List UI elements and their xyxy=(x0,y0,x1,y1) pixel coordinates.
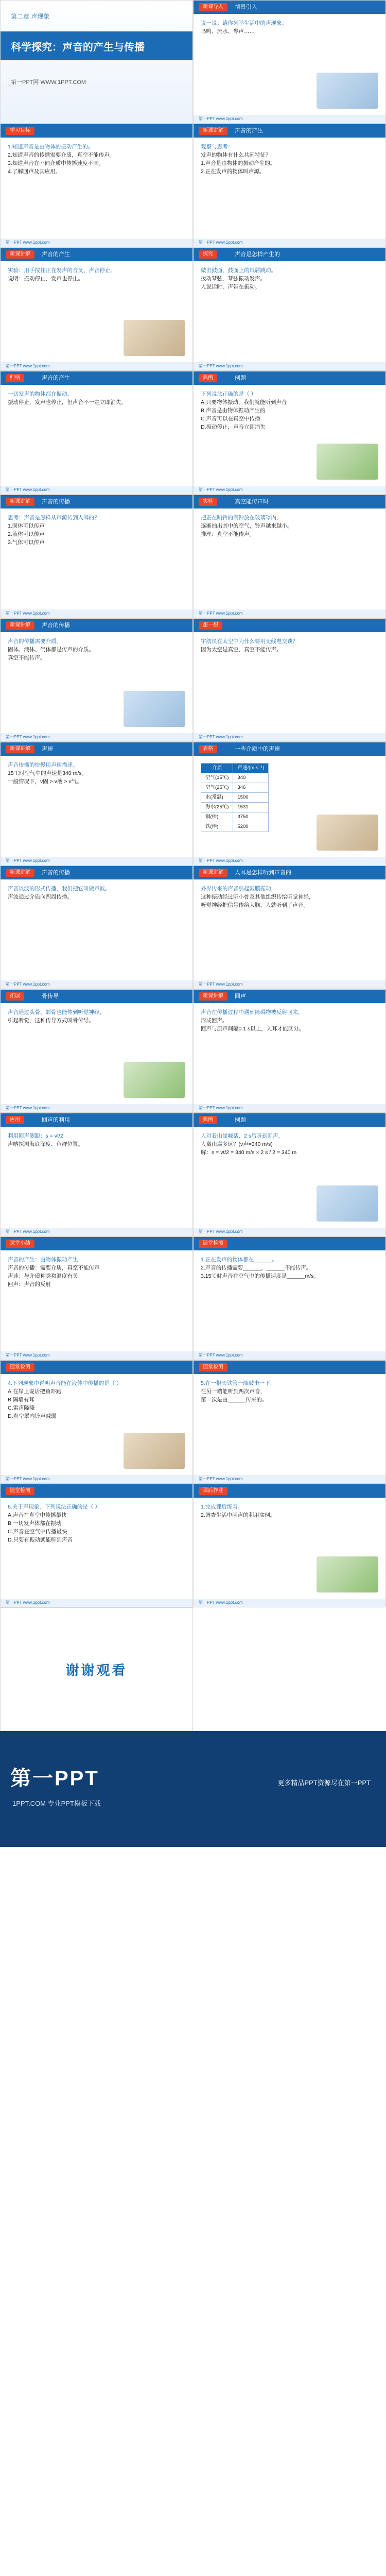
slide-title: 回声 xyxy=(235,993,246,999)
content-slide xyxy=(193,0,386,124)
slide-footer: 第一PPT www.1ppt.com xyxy=(194,733,385,741)
slide-line: 人说话时，声带在振动。 xyxy=(201,284,260,290)
cover-title: 科学探究：声音的产生与传播 xyxy=(11,42,145,53)
slide-title: 回声的利用 xyxy=(42,1117,70,1123)
section-tag: 新课讲解 xyxy=(6,869,34,877)
slide-header xyxy=(194,371,385,385)
slide-line: 2.液体可以传声 xyxy=(8,531,45,537)
section-tag: 表格 xyxy=(199,745,217,753)
slide-line: 逐渐抽出其中的空气，铃声越来越小。 xyxy=(201,523,293,529)
slide-header xyxy=(194,495,385,509)
slide-title: 声音的传播 xyxy=(42,870,70,876)
slide-title: 声音的传播 xyxy=(42,622,70,629)
table-cell: 海水(25℃) xyxy=(201,803,233,812)
slide-line: 1.知道声音是由物体的振动产生的。 xyxy=(8,144,94,150)
section-tag: 新课讲解 xyxy=(6,250,34,259)
slide-body xyxy=(201,514,378,606)
slide-line: 敲击鼓面，鼓面上的纸屑跳动。 xyxy=(201,267,276,274)
slide-header xyxy=(194,742,385,756)
slide-line: 回声：声音的反射 xyxy=(8,1281,51,1287)
content-slide xyxy=(193,989,386,1113)
illustration xyxy=(124,320,185,356)
slide-title: 骨传导 xyxy=(42,993,59,999)
slide-body xyxy=(8,143,185,235)
slide-line: 1.声音是由物体的振动产生的。 xyxy=(201,160,276,166)
table-cell: 3750 xyxy=(233,812,269,822)
content-slide xyxy=(193,371,386,495)
slide-footer: 第一PPT www.1ppt.com xyxy=(1,1599,192,1607)
section-tag: 随堂检测 xyxy=(6,1487,34,1495)
slide-line: B.一切发声体都在振动 xyxy=(8,1520,62,1527)
slide-line: 3.气体可以传声 xyxy=(8,539,45,546)
slide-line: 听觉神经把信号传给大脑，人就听到了声音。 xyxy=(201,902,309,908)
slide-header xyxy=(194,619,385,632)
section-tag: 随堂检测 xyxy=(199,1240,227,1248)
section-tag: 探究 xyxy=(199,250,217,259)
slide-header xyxy=(1,619,192,632)
section-tag: 新课导入 xyxy=(199,3,227,11)
slide-line: 声音的传播：需要介质，真空不能传声 xyxy=(8,1265,100,1271)
table-cell: 空气(25℃) xyxy=(201,783,233,793)
slide-line: C.雷声隆隆 xyxy=(8,1405,35,1411)
slide-line: 声音传播的快慢用声速描述。 xyxy=(8,762,78,768)
content-slide xyxy=(193,495,386,618)
slide-header xyxy=(1,248,192,261)
slide-footer: 第一PPT www.1ppt.com xyxy=(1,1228,192,1236)
slide-line: 人对着山崖喊话，2 s后听到回声， xyxy=(201,1133,284,1139)
slide-line: 1.固体可以传声 xyxy=(8,523,45,529)
slide-body xyxy=(8,514,185,606)
content-slide xyxy=(0,742,193,866)
slide-line: 声音以波的形式传播，我们把它叫做声波。 xyxy=(8,886,111,892)
slide-line: B.隔墙有耳 xyxy=(8,1397,34,1403)
slide-line: 回声与原声间隔0.1 s以上，人耳才能区分。 xyxy=(201,1026,305,1032)
slide-line: 声波通过介质向四周传播。 xyxy=(8,894,73,900)
section-tag: 实验 xyxy=(199,498,217,506)
section-tag: 新课讲解 xyxy=(199,992,227,1001)
banner-subtitle: 1PPT.COM 专业PPT模板下载 xyxy=(12,1800,101,1807)
slide-header xyxy=(1,990,192,1003)
slide-line: 15℃时空气中的声速是340 m/s。 xyxy=(8,770,87,776)
slide-line: 在另一端能听到两次声音， xyxy=(201,1388,266,1395)
slide-footer: 第一PPT www.1ppt.com xyxy=(194,115,385,123)
slide-title: 人耳是怎样听到声音的 xyxy=(235,870,291,876)
slide-line: 一般情况下，v固 > v液 > v气。 xyxy=(8,778,82,785)
slide-title: 例题 xyxy=(235,1117,246,1123)
content-slide xyxy=(193,124,386,247)
slide-line: 声呐探测海底深度、鱼群位置。 xyxy=(8,1141,83,1147)
slide-line: 真空不能传声。 xyxy=(8,655,46,661)
slide-header xyxy=(194,124,385,138)
table-row xyxy=(201,803,269,812)
illustration xyxy=(317,1185,378,1222)
slide-line: 引起听觉，这种传导方式叫骨传导。 xyxy=(8,1018,94,1024)
section-tag: 课堂小结 xyxy=(6,1240,34,1248)
illustration xyxy=(317,444,378,480)
slide-line: 解：s = vt/2 = 340 m/s × 2 s / 2 = 340 m xyxy=(201,1149,297,1156)
slide-body xyxy=(8,390,185,483)
content-slide xyxy=(193,866,386,989)
table-cell: 346 xyxy=(233,783,269,793)
slide-body xyxy=(201,1379,378,1472)
slide-header xyxy=(194,1484,385,1498)
table-cell: 5200 xyxy=(233,822,269,832)
content-slide xyxy=(193,1113,386,1236)
illustration xyxy=(124,1433,185,1469)
slide-footer: 第一PPT www.1ppt.com xyxy=(194,857,385,865)
section-tag: 新课讲解 xyxy=(6,745,34,753)
slide-line: 2.知道声音的传播需要介质，真空不能传声。 xyxy=(8,152,115,158)
slide-footer: 第一PPT www.1ppt.com xyxy=(194,1475,385,1483)
content-slide xyxy=(193,247,386,371)
content-slide xyxy=(193,618,386,742)
slide-line: 声音的传播需要介质。 xyxy=(8,638,62,645)
slide-header xyxy=(194,1113,385,1127)
slide-header xyxy=(1,1361,192,1374)
section-tag: 归纳 xyxy=(6,374,24,382)
slide-title: 声音的产生 xyxy=(42,251,70,258)
section-tag: 新课讲解 xyxy=(199,869,227,877)
slide-line: 推理：真空不能传声。 xyxy=(201,531,255,537)
slide-line: A.声音在真空中传播最快 xyxy=(8,1512,67,1518)
table-row xyxy=(201,773,269,783)
content-slide xyxy=(0,1236,193,1360)
content-slide xyxy=(193,742,386,866)
illustration xyxy=(124,691,185,727)
slide-line: 拨动琴弦，琴弦振动发声。 xyxy=(201,276,266,282)
slide-footer: 第一PPT www.1ppt.com xyxy=(194,980,385,989)
illustration xyxy=(124,1062,185,1098)
slide-line: 声音的产生：由物体振动产生 xyxy=(8,1257,78,1263)
slide-body xyxy=(201,143,378,235)
section-tag: 典例 xyxy=(199,374,217,382)
chapter-label: 第二章 声现象 xyxy=(11,13,50,20)
slide-footer: 第一PPT www.1ppt.com xyxy=(1,362,192,370)
slide-line: 一切发声的物体都在振动。 xyxy=(8,391,73,397)
slide-body xyxy=(8,1256,185,1348)
section-tag: 想一想 xyxy=(199,621,222,630)
slide-line: A.在岸上说话把鱼吓跑 xyxy=(8,1388,62,1395)
slide-line: 2.声音的传播需要______，______不能传声。 xyxy=(201,1265,312,1271)
content-slide xyxy=(193,1484,386,1607)
content-slide xyxy=(0,1360,193,1484)
slide-body xyxy=(8,1503,185,1596)
slide-line: 把正在响铃的闹钟放在玻璃罩内， xyxy=(201,515,282,521)
slide-footer: 第一PPT www.1ppt.com xyxy=(194,486,385,494)
cover-slide xyxy=(0,0,193,124)
slide-footer: 第一PPT www.1ppt.com xyxy=(194,609,385,618)
slide-footer: 第一PPT www.1ppt.com xyxy=(194,362,385,370)
slide-line: 振动停止，发声也停止，但声音不一定立即消失。 xyxy=(8,399,127,405)
section-tag: 学习目标 xyxy=(6,127,34,135)
slide-header xyxy=(1,371,192,385)
slide-title: 声音的产生 xyxy=(235,128,263,134)
section-tag: 随堂检测 xyxy=(6,1363,34,1371)
slide-line: 声音通过头骨、颌骨也能传到听觉神经， xyxy=(8,1009,105,1015)
slide-line: 2.正在发声的物体叫声源。 xyxy=(201,168,265,175)
slide-line: A.只要物体振动，我们就能听到声音 xyxy=(201,399,287,405)
slide-header xyxy=(194,866,385,879)
content-slide xyxy=(0,371,193,495)
section-tag: 随堂检测 xyxy=(199,1363,227,1371)
illustration xyxy=(317,73,378,109)
ending-slide xyxy=(0,1607,193,1731)
speed-table xyxy=(201,763,269,832)
slide-header xyxy=(1,866,192,879)
slide-footer: 第一PPT www.1ppt.com xyxy=(194,1104,385,1112)
slide-title: 情景引入 xyxy=(235,4,257,10)
cover-logo: 第一PPT网 WWW.1PPT.COM xyxy=(11,79,86,86)
slide-line: 3.15℃时声音在空气中的传播速度是______m/s。 xyxy=(201,1273,319,1279)
slide-header xyxy=(1,742,192,756)
slide-header xyxy=(1,124,192,138)
slide-line: 宇航员在太空中为什么要用无线电交谈？ xyxy=(201,638,298,645)
section-tag: 课后作业 xyxy=(199,1487,227,1495)
table-cell: 水(常温) xyxy=(201,793,233,803)
slide-body xyxy=(201,266,378,359)
slide-header xyxy=(1,1484,192,1498)
slide-line: 声速：与介质种类和温度有关 xyxy=(8,1273,78,1279)
slide-footer: 第一PPT www.1ppt.com xyxy=(1,239,192,247)
slide-line: 形成回声。 xyxy=(201,1018,228,1024)
content-slide xyxy=(0,124,193,247)
slide-line: 因为太空是真空，真空不能传声。 xyxy=(201,647,282,653)
slide-line: 4.下列现象中说明声音能在液体中传播的是（ ） xyxy=(8,1380,122,1386)
slide-line: D.只要有振动就能听到声音 xyxy=(8,1537,73,1543)
content-slide xyxy=(0,989,193,1113)
table-cell: 1531 xyxy=(233,803,269,812)
slide-title: 声音是怎样产生的 xyxy=(235,251,280,258)
slide-footer: 第一PPT www.1ppt.com xyxy=(1,1104,192,1112)
table-row xyxy=(201,822,269,832)
slide-footer: 第一PPT www.1ppt.com xyxy=(194,1599,385,1607)
illustration xyxy=(317,1556,378,1592)
slide-header xyxy=(194,1,385,14)
slide-header xyxy=(1,1237,192,1250)
slide-line: 鸟鸣、流水、琴声…… xyxy=(201,28,255,35)
slide-line: 思考：声音是怎样从声源传到人耳的？ xyxy=(8,515,100,521)
slide-line: C.声音可以在真空中传播 xyxy=(201,416,260,422)
slide-line: 观察与思考： xyxy=(201,144,233,150)
slide-line: D.振动停止，声音立即消失 xyxy=(201,424,266,430)
content-slide xyxy=(0,866,193,989)
slide-line: 3.知道声音在不同介质中传播速度不同。 xyxy=(8,160,104,166)
slide-body xyxy=(201,1008,378,1101)
slide-line: 1.完成课后练习。 xyxy=(201,1504,243,1510)
slide-body xyxy=(201,1256,378,1348)
slide-footer: 第一PPT www.1ppt.com xyxy=(194,239,385,247)
slide-footer: 第一PPT www.1ppt.com xyxy=(1,1475,192,1483)
slide-line: 固体、液体、气体都是传声的介质。 xyxy=(8,647,94,653)
slide-header xyxy=(194,1361,385,1374)
slide-line: 利用回声测距：s = vt/2 xyxy=(8,1133,63,1139)
table-cell: 1500 xyxy=(233,793,269,803)
content-slide xyxy=(0,247,193,371)
slide-title: 声音的产生 xyxy=(42,375,70,381)
table-row xyxy=(201,812,269,822)
section-tag: 典例 xyxy=(199,1116,217,1124)
slide-body xyxy=(8,885,185,977)
content-slide xyxy=(193,1360,386,1484)
slide-footer: 第一PPT www.1ppt.com xyxy=(194,1228,385,1236)
slide-footer: 第一PPT www.1ppt.com xyxy=(1,609,192,618)
slide-body xyxy=(201,637,378,730)
slide-header xyxy=(194,1237,385,1250)
slide-title: 真空能传声吗 xyxy=(235,499,269,505)
slide-header xyxy=(194,990,385,1003)
slide-line: 4.了解回声及其应用。 xyxy=(8,168,61,175)
slide-footer: 第一PPT www.1ppt.com xyxy=(194,1351,385,1360)
thanks-text: 谢谢观看 xyxy=(65,1662,128,1678)
slide-line: 声音在传播过程中遇到障碍物被反射回来， xyxy=(201,1009,304,1015)
slide-footer: 第一PPT www.1ppt.com xyxy=(1,486,192,494)
slide-body xyxy=(201,885,378,977)
table-cell: 铁(棒) xyxy=(201,822,233,832)
slide-line: 说一说：请你列举生活中的声现象。 xyxy=(201,20,287,26)
slide-line: 外界传来的声音引起鼓膜振动， xyxy=(201,886,276,892)
section-tag: 新课讲解 xyxy=(199,127,227,135)
bottom-banner xyxy=(0,1731,386,1847)
table-cell: 空气(15℃) xyxy=(201,773,233,783)
slide-line: D.真空罩内铃声减弱 xyxy=(8,1413,57,1419)
slide-line: B.声音是由物体振动产生的 xyxy=(201,408,266,414)
content-slide xyxy=(0,618,193,742)
slide-line: 2.调查生活中回声的利用实例。 xyxy=(201,1512,276,1518)
slide-title: 一些介质中的声速 xyxy=(235,746,280,752)
illustration xyxy=(317,815,378,851)
slide-line: 这种振动经过听小骨及其他组织传给听觉神经， xyxy=(201,894,314,900)
section-tag: 新课讲解 xyxy=(6,498,34,506)
table-cell: 铜(棒) xyxy=(201,812,233,822)
banner-right-text: 更多精品PPT资源尽在第一PPT xyxy=(277,1779,371,1787)
slide-line: 说明：振动停止，发声也停止。 xyxy=(8,276,83,282)
slide-line: C.声音在空气中传播最快 xyxy=(8,1529,67,1535)
slide-title: 例题 xyxy=(235,375,246,381)
content-slide xyxy=(193,1236,386,1360)
slide-footer: 第一PPT www.1ppt.com xyxy=(1,857,192,865)
slide-body xyxy=(8,761,185,854)
slide-header xyxy=(1,1113,192,1127)
slide-line: 下列说法正确的是（ ） xyxy=(201,391,256,397)
slide-line: 人离山崖多远？(v声=340 m/s) xyxy=(201,1141,273,1147)
section-tag: 应用 xyxy=(6,1116,24,1124)
slide-footer: 第一PPT www.1ppt.com xyxy=(1,1351,192,1360)
slide-line: 实验：用手按住正在发声的音叉，声音停止。 xyxy=(8,267,116,274)
slide-title: 声音的传播 xyxy=(42,499,70,505)
banner-logo: 第一PPT xyxy=(10,1767,99,1790)
slide-title: 声速 xyxy=(42,746,53,752)
slide-body xyxy=(8,1132,185,1225)
section-tag: 新课讲解 xyxy=(6,621,34,630)
table-row xyxy=(201,793,269,803)
slide-line: 6.关于声现象，下列说法正确的是（ ） xyxy=(8,1504,100,1510)
slide-footer: 第一PPT www.1ppt.com xyxy=(1,733,192,741)
slide-line: 发声的物体有什么共同特征？ xyxy=(201,152,271,158)
slide-line: 5.在一根长铁管一端敲击一下， xyxy=(201,1380,276,1386)
slide-line: 第一次是由______传来的。 xyxy=(201,1397,268,1403)
slide-header xyxy=(1,495,192,509)
slide-header xyxy=(194,248,385,261)
content-slide xyxy=(0,1484,193,1607)
section-tag: 拓展 xyxy=(6,992,24,1001)
table-header: 介质 xyxy=(201,764,233,773)
table-row xyxy=(201,783,269,793)
slide-line: 1.正在发声的物体都在______。 xyxy=(201,1257,277,1263)
table-header: 声速/(m·s⁻¹) xyxy=(233,764,269,773)
content-slide xyxy=(0,495,193,618)
content-slide xyxy=(0,1113,193,1236)
table-cell: 340 xyxy=(233,773,269,783)
slide-footer: 第一PPT www.1ppt.com xyxy=(1,980,192,989)
